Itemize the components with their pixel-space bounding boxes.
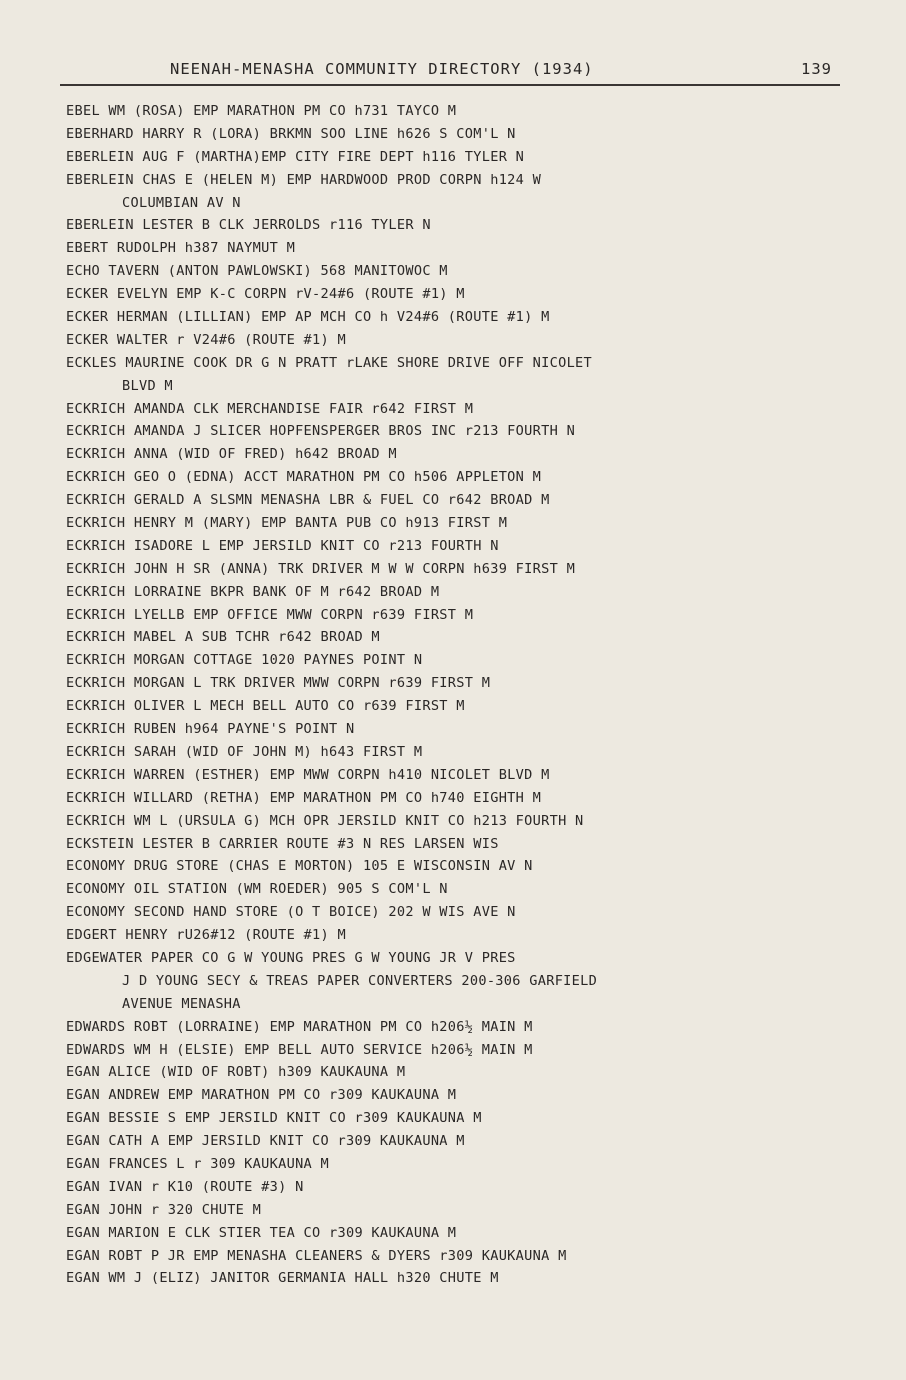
directory-entry: ECKRICH WM L (URSULA G) MCH OPR JERSILD KNIT CO h213 FOURTH N	[66, 812, 584, 829]
directory-entry: ECKER WALTER r V24#6 (ROUTE #1) M	[66, 331, 346, 348]
directory-entry: ECKRICH LORRAINE BKPR BANK OF M r642 BROAD M	[66, 583, 440, 600]
directory-entry: ECKLES MAURINE COOK DR G N PRATT rLAKE SHORE DRIVE OFF NICOLET	[66, 354, 593, 371]
directory-entry: ECKRICH ISADORE L EMP JERSILD KNIT CO r213 FOURTH N	[66, 537, 499, 554]
directory-entry: EBERLEIN CHAS E (HELEN M) EMP HARDWOOD PROD CORPN h124 W	[66, 171, 542, 188]
directory-entry: ECONOMY SECOND HAND STORE (O T BOICE) 202 W WIS AVE N	[66, 904, 516, 921]
directory-entry: EBERT RUDOLPH h387 NAYMUT M	[66, 240, 296, 257]
directory-entry: ECKRICH MORGAN COTTAGE 1020 PAYNES POINT N	[66, 652, 423, 669]
page-title: NEENAH-MENASHA COMMUNITY DIRECTORY (1934)	[170, 60, 594, 78]
directory-entry: EBEL WM (ROSA) EMP MARATHON PM CO h731 TAYCO M	[66, 103, 457, 119]
directory-entry: EGAN JOHN r 320 CHUTE M	[66, 1201, 262, 1218]
directory-entry: ECKRICH OLIVER L MECH BELL AUTO CO r639 FIRST M	[66, 698, 465, 715]
directory-entry-continuation: BLVD M	[122, 377, 173, 394]
directory-entry: EGAN MARION E CLK STIER TEA CO r309 KAUKAUNA M	[66, 1224, 457, 1241]
directory-entry: EGAN BESSIE S EMP JERSILD KNIT CO r309 KAUKAUNA M	[66, 1110, 482, 1127]
directory-entry: EGAN FRANCES L r 309 KAUKAUNA M	[66, 1155, 330, 1172]
directory-entry: ECKRICH WARREN (ESTHER) EMP MWW CORPN h410 NICOLET BLVD M	[66, 766, 550, 783]
directory-entry: EGAN WM J (ELIZ) JANITOR GERMANIA HALL h320 CHUTE M	[66, 1270, 499, 1287]
directory-entry: EGAN ROBT P JR EMP MENASHA CLEANERS & DYERS r309 KAUKAUNA M	[66, 1247, 567, 1264]
directory-entry: EGAN ALICE (WID OF ROBT) h309 KAUKAUNA M	[66, 1064, 406, 1081]
directory-entry: ECONOMY OIL STATION (WM ROEDER) 905 S COM'L N	[66, 881, 448, 898]
directory-entry: ECKRICH RUBEN h964 PAYNE'S POINT N	[66, 721, 355, 738]
directory-entry: ECKRICH SARAH (WID OF JOHN M) h643 FIRST M	[66, 743, 423, 760]
page-header	[60, 58, 840, 86]
directory-entry: EDGERT HENRY rU26#12 (ROUTE #1) M	[66, 927, 346, 944]
directory-entry-continuation: AVENUE MENASHA	[122, 995, 241, 1012]
directory-entry: ECKRICH ANNA (WID OF FRED) h642 BROAD M	[66, 446, 397, 463]
directory-entries	[66, 100, 846, 1290]
directory-entry: ECKRICH WILLARD (RETHA) EMP MARATHON PM CO h740 EIGHTH M	[66, 789, 542, 806]
directory-entry-continuation: J D YOUNG SECY & TREAS PAPER CONVERTERS 200-306 GARFIELD	[122, 972, 598, 989]
directory-entry: ECKER EVELYN EMP K-C CORPN rV-24#6 (ROUTE #1) M	[66, 286, 465, 303]
directory-entry: EDGEWATER PAPER CO G W YOUNG PRES G W YOUNG JR V PRES	[66, 949, 516, 966]
directory-entry: EBERLEIN AUG F (MARTHA)EMP CITY FIRE DEPT h116 TYLER N	[66, 148, 525, 165]
directory-entry: ECKRICH AMANDA J SLICER HOPFENSPERGER BROS INC r213 FOURTH N	[66, 423, 576, 440]
directory-entry: ECKRICH MABEL A SUB TCHR r642 BROAD M	[66, 629, 380, 646]
directory-entry: EDWARDS WM H (ELSIE) EMP BELL AUTO SERVICE h206½ MAIN M	[66, 1041, 533, 1058]
page-number: 139	[801, 60, 832, 78]
directory-entry: ECKSTEIN LESTER B CARRIER ROUTE #3 N RES LARSEN WIS	[66, 835, 499, 852]
directory-entry: ECKRICH HENRY M (MARY) EMP BANTA PUB CO h913 FIRST M	[66, 515, 508, 532]
directory-entry: EDWARDS ROBT (LORRAINE) EMP MARATHON PM CO h206½ MAIN M	[66, 1018, 533, 1035]
directory-entry: ECHO TAVERN (ANTON PAWLOWSKI) 568 MANITOWOC M	[66, 263, 448, 280]
directory-entry: ECKRICH MORGAN L TRK DRIVER MWW CORPN r639 FIRST M	[66, 675, 491, 692]
directory-entry: ECONOMY DRUG STORE (CHAS E MORTON) 105 E WISCONSIN AV N	[66, 858, 533, 875]
directory-entry: EBERHARD HARRY R (LORA) BRKMN SOO LINE h626 S COM'L N	[66, 125, 516, 142]
directory-entry: ECKRICH AMANDA CLK MERCHANDISE FAIR r642 FIRST M	[66, 400, 474, 417]
directory-entry: ECKRICH GEO O (EDNA) ACCT MARATHON PM CO h506 APPLETON M	[66, 469, 542, 486]
directory-entry: EGAN ANDREW EMP MARATHON PM CO r309 KAUKAUNA M	[66, 1087, 457, 1104]
directory-entry-continuation: COLUMBIAN AV N	[122, 194, 241, 211]
directory-entry: ECKRICH GERALD A SLSMN MENASHA LBR & FUEL CO r642 BROAD M	[66, 492, 550, 509]
directory-entry: EBERLEIN LESTER B CLK JERROLDS r116 TYLER N	[66, 217, 431, 234]
directory-entry: ECKER HERMAN (LILLIAN) EMP AP MCH CO h V24#6 (ROUTE #1) M	[66, 309, 550, 326]
directory-entry: ECKRICH JOHN H SR (ANNA) TRK DRIVER M W W CORPN h639 FIRST M	[66, 560, 576, 577]
directory-entry: EGAN IVAN r K10 (ROUTE #3) N	[66, 1178, 304, 1195]
directory-entry: EGAN CATH A EMP JERSILD KNIT CO r309 KAUKAUNA M	[66, 1133, 465, 1150]
directory-entry: ECKRICH LYELLB EMP OFFICE MWW CORPN r639 FIRST M	[66, 606, 474, 623]
